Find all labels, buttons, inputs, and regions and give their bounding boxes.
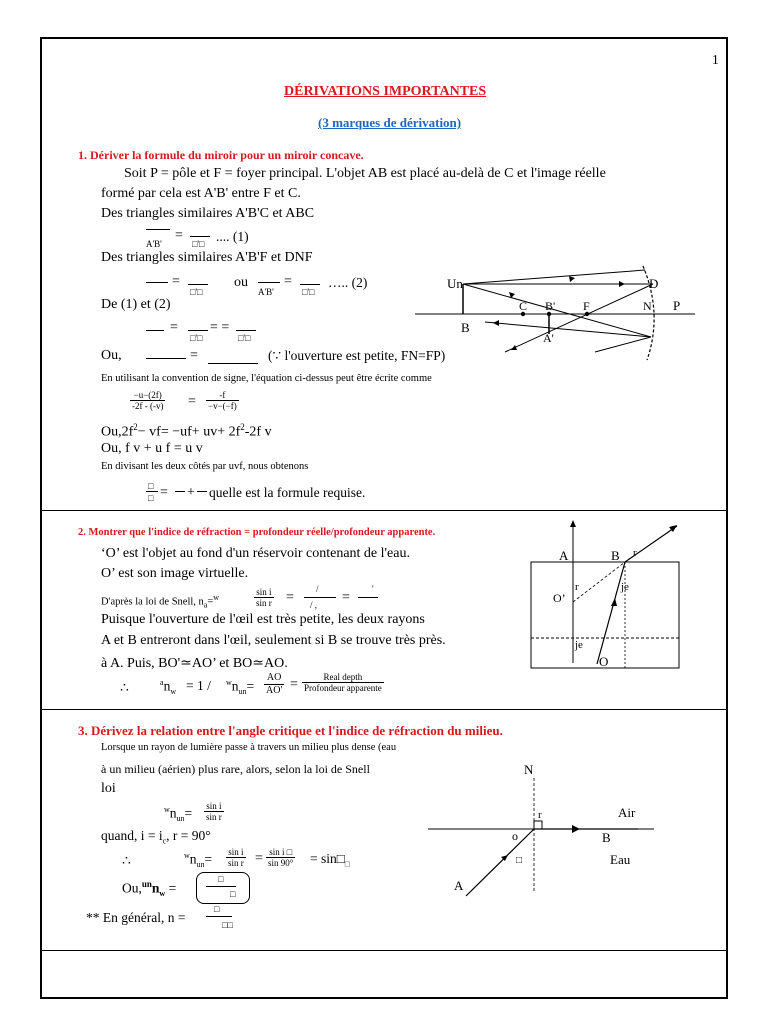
s3-line-3: loi [101, 781, 116, 796]
ray-through-focus [463, 284, 651, 337]
eq5-frac-1: $\frac{-u-(2f)}{-2f - (-v)}$ [132, 390, 164, 411]
reflected-ray-1 [505, 284, 653, 352]
label-A: A [454, 878, 464, 893]
eq2a-den: □'□ [190, 287, 203, 297]
s2-n2: $^wn_{un}=$ [226, 678, 255, 697]
eq1-fraction-bar [146, 229, 170, 230]
ray-top [463, 270, 645, 284]
eq2a-bar [146, 282, 168, 283]
s2-frac-den: / , [310, 600, 318, 610]
section-3-heading: 3. Dérivez la relation entre l'angle critique et l'indice de réfraction du milieu. [78, 723, 503, 738]
label-je-bottom: je [575, 639, 583, 651]
arrowhead [619, 281, 625, 287]
eq6-bar-3 [197, 491, 207, 492]
eq3-den-3: □'□ [238, 333, 251, 343]
s2-snell: D'après la loi de Snell, $n_a=^w$ [101, 593, 220, 610]
eq1-tail: .... (1) [216, 229, 249, 244]
label-F: F [583, 299, 590, 313]
label-Un: Un [447, 276, 463, 291]
s2-line-3: Puisque l'ouverture de l'œil est très petite, les deux rayons [101, 612, 425, 627]
s2-equals-2: = [342, 590, 350, 605]
s2-depth-frac: Real depth Profondeur apparente [304, 672, 382, 693]
page-subtitle: (3 marques de dérivation) [318, 115, 462, 130]
s3-sin-frac: $\frac{\text{sin i}}{\text{sin r}}$ [206, 801, 222, 822]
eq3-bar-3 [236, 330, 256, 331]
eq2b-equals: = [284, 274, 292, 289]
section-1-heading: 1. Dériver la formule du miroir pour un miroir concave. [78, 148, 364, 162]
eq1-denominator-2: □'□ [192, 239, 205, 249]
label-B: B [602, 830, 611, 845]
s2-equals-3: = [290, 677, 298, 692]
label-A: A [559, 548, 569, 563]
s1-line-4: Des triangles similaires A'B'F et DNF [101, 250, 313, 265]
s3-sin-eq: = $\sin□_□$ [310, 851, 350, 869]
label-D: D [649, 276, 659, 291]
ray-lower [595, 337, 651, 352]
label-B1: B' [545, 299, 556, 313]
eq6-bar [146, 491, 158, 492]
label-o: o [512, 829, 518, 843]
s1-line-2: formé par cela est A'B' entre F et C. [101, 186, 301, 201]
eq2b-den-2: □'□ [302, 287, 315, 297]
eq4-bar-2 [208, 363, 258, 364]
eq5-frac-2: $\frac{-f}{-v-(-f)}$ [208, 390, 237, 411]
label-C: C [519, 299, 528, 313]
label-O1: O’ [553, 591, 566, 605]
eq2-or: ou [234, 275, 248, 290]
eq2-tail: ….. (2) [328, 275, 368, 290]
eq1-equals: = [175, 228, 183, 243]
label-r-mid: r [575, 581, 579, 593]
s3-ou: $Ou,^{un}n_w$ = [122, 879, 177, 899]
eq6-num: □ [148, 481, 154, 491]
eq2b-bar-2 [300, 284, 320, 285]
eq5-equals: = [188, 394, 196, 409]
eq1-fraction-bar-2 [190, 236, 210, 237]
arrowhead [569, 276, 575, 282]
s1-because: (∵ l'ouverture est petite, FN=FP) [268, 348, 446, 363]
s1-line-3: Des triangles similaires A'B'C et ABC [101, 206, 315, 221]
eq2a-equals: = [172, 274, 180, 289]
right-angle-mark [534, 821, 542, 829]
ray-in-water [597, 562, 625, 664]
s1-final: quelle est la formule requise. [209, 485, 366, 500]
s3-quand: quand, $i = i_c$, r = 90° [101, 828, 211, 846]
section-divider [42, 950, 726, 951]
s2-frac-bar [304, 597, 336, 598]
eq4-equals: = [190, 348, 198, 363]
s2-therefore: ∴ [120, 681, 129, 696]
section-divider [42, 709, 726, 710]
page-title: DÉRIVATIONS IMPORTANTES [284, 84, 487, 99]
label-ic: □ [516, 855, 523, 866]
label-B: B [461, 320, 470, 335]
label-O: O [599, 654, 609, 669]
label-B: B [611, 548, 620, 563]
label-je-top: je [621, 581, 629, 593]
tank [531, 562, 679, 668]
eq3-bar [146, 330, 164, 331]
s3-general: ** En général, n = [86, 910, 186, 925]
s2-line-4: A et B entreront dans l'œil, seulement si B se trouve très près. [101, 633, 446, 648]
s3-box-den: □ [230, 889, 236, 899]
s3-general-num: □ [214, 904, 220, 914]
s3-box-bar [206, 886, 236, 887]
label-P: P [673, 298, 681, 313]
eq3-den: □'□ [190, 333, 203, 343]
s2-line-1: ‘O’ est l'objet au fond d'un réservoir contenant de l'eau. [101, 546, 410, 561]
s1-ou: Ou, [101, 348, 122, 363]
eq2b-bar [258, 282, 280, 283]
s3-sin-frac-2: $\frac{\text{sin i}}{\text{sin r}}$ [228, 847, 244, 868]
s2-equals: = [286, 590, 294, 605]
s3-line-2: à un milieu (aérien) plus rare, alors, selon la loi de Snell [101, 762, 370, 776]
eq2b-den: A'B' [258, 287, 274, 297]
s2-frac-num-2: ' [372, 584, 374, 594]
s3-sin90-frac: $\frac{\text{sin i □}}{\sin 90^\circ}$ [268, 847, 294, 868]
s2-frac-num: / [316, 584, 319, 594]
s1-ou-3: Ou, f v + u f = u v [101, 441, 203, 456]
s1-ou-2: $Ou,2f^2- vf= -uf+ uv+ 2f^2-2f$ v [101, 422, 272, 440]
arrowhead [570, 520, 576, 527]
virtual-ray [573, 562, 625, 602]
section-divider [42, 510, 726, 511]
s2-eq-mid: = 1 / [186, 678, 211, 693]
label-r-top: r [633, 547, 637, 559]
s3-therefore: ∴ [122, 854, 131, 869]
s3-general-bar [206, 916, 232, 917]
s3-equals: = [255, 851, 263, 866]
label-r: r [538, 809, 542, 821]
s1-divide: En divisant les deux côtés par uvf, nous obtenons [101, 461, 309, 472]
section-2-heading: 2. Montrer que l'indice de réfraction = profondeur réelle/profondeur apparente. [78, 527, 436, 538]
s3-box-num: □ [218, 874, 224, 884]
eq4-bar [146, 358, 186, 359]
eq6-equals: = [160, 485, 168, 500]
s2-sin-frac: $\frac{\text{sin i}}{\text{sin r}}$ [256, 587, 272, 608]
eq6-den: □ [148, 493, 154, 503]
s3-n-eq-2: $^wn_{un}=$ [184, 851, 213, 870]
s1-line-5: De (1) et (2) [101, 297, 171, 312]
arrowhead [611, 598, 617, 606]
s2-line-5: à A. Puis, BO'≃AO’ et BO≃AO. [101, 656, 288, 671]
s2-ao-frac: $\frac{AO}{AO'}$ [266, 672, 283, 696]
arrowhead [493, 320, 499, 326]
label-A1: A' [543, 331, 554, 345]
label-N: N [643, 299, 652, 313]
critical-angle-diagram [428, 760, 658, 900]
label-Eau: Eau [610, 852, 631, 867]
refraction-tank-diagram [525, 518, 695, 670]
page-number: 1 [712, 52, 719, 67]
s3-n-eq: $^wn_{un}=$ [164, 805, 193, 824]
concave-mirror-diagram [415, 262, 715, 362]
eq6-bar-2 [175, 491, 185, 492]
s1-line-1: Soit P = pôle et F = foyer principal. L'objet AB est placé au-delà de C et l'image réelle [124, 166, 606, 181]
s2-frac-bar-2 [358, 597, 378, 598]
s1-convention: En utilisant la convention de signe, l'équation ci-dessus peut être écrite comme [101, 373, 432, 384]
eq3-equals-2: = = [210, 320, 230, 335]
arrowhead [572, 825, 580, 833]
eq3-bar-2 [188, 330, 208, 331]
s3-general-den: □□ [222, 920, 233, 930]
eq3-equals: = [170, 320, 178, 335]
label-N: N [524, 762, 534, 777]
incident-ray [466, 829, 534, 896]
label-Air: Air [618, 805, 636, 820]
s2-line-2: O’ est son image virtuelle. [101, 566, 249, 581]
s2-n1: $^an_w$ [160, 678, 177, 697]
eq2a-bar-2 [188, 284, 208, 285]
eq1-denominator: A'B' [146, 239, 162, 249]
arrowhead [511, 345, 517, 350]
eq6-plus: + [187, 485, 195, 500]
s3-line-1: Lorsque un rayon de lumière passe à travers un milieu plus dense (eau [101, 742, 397, 753]
